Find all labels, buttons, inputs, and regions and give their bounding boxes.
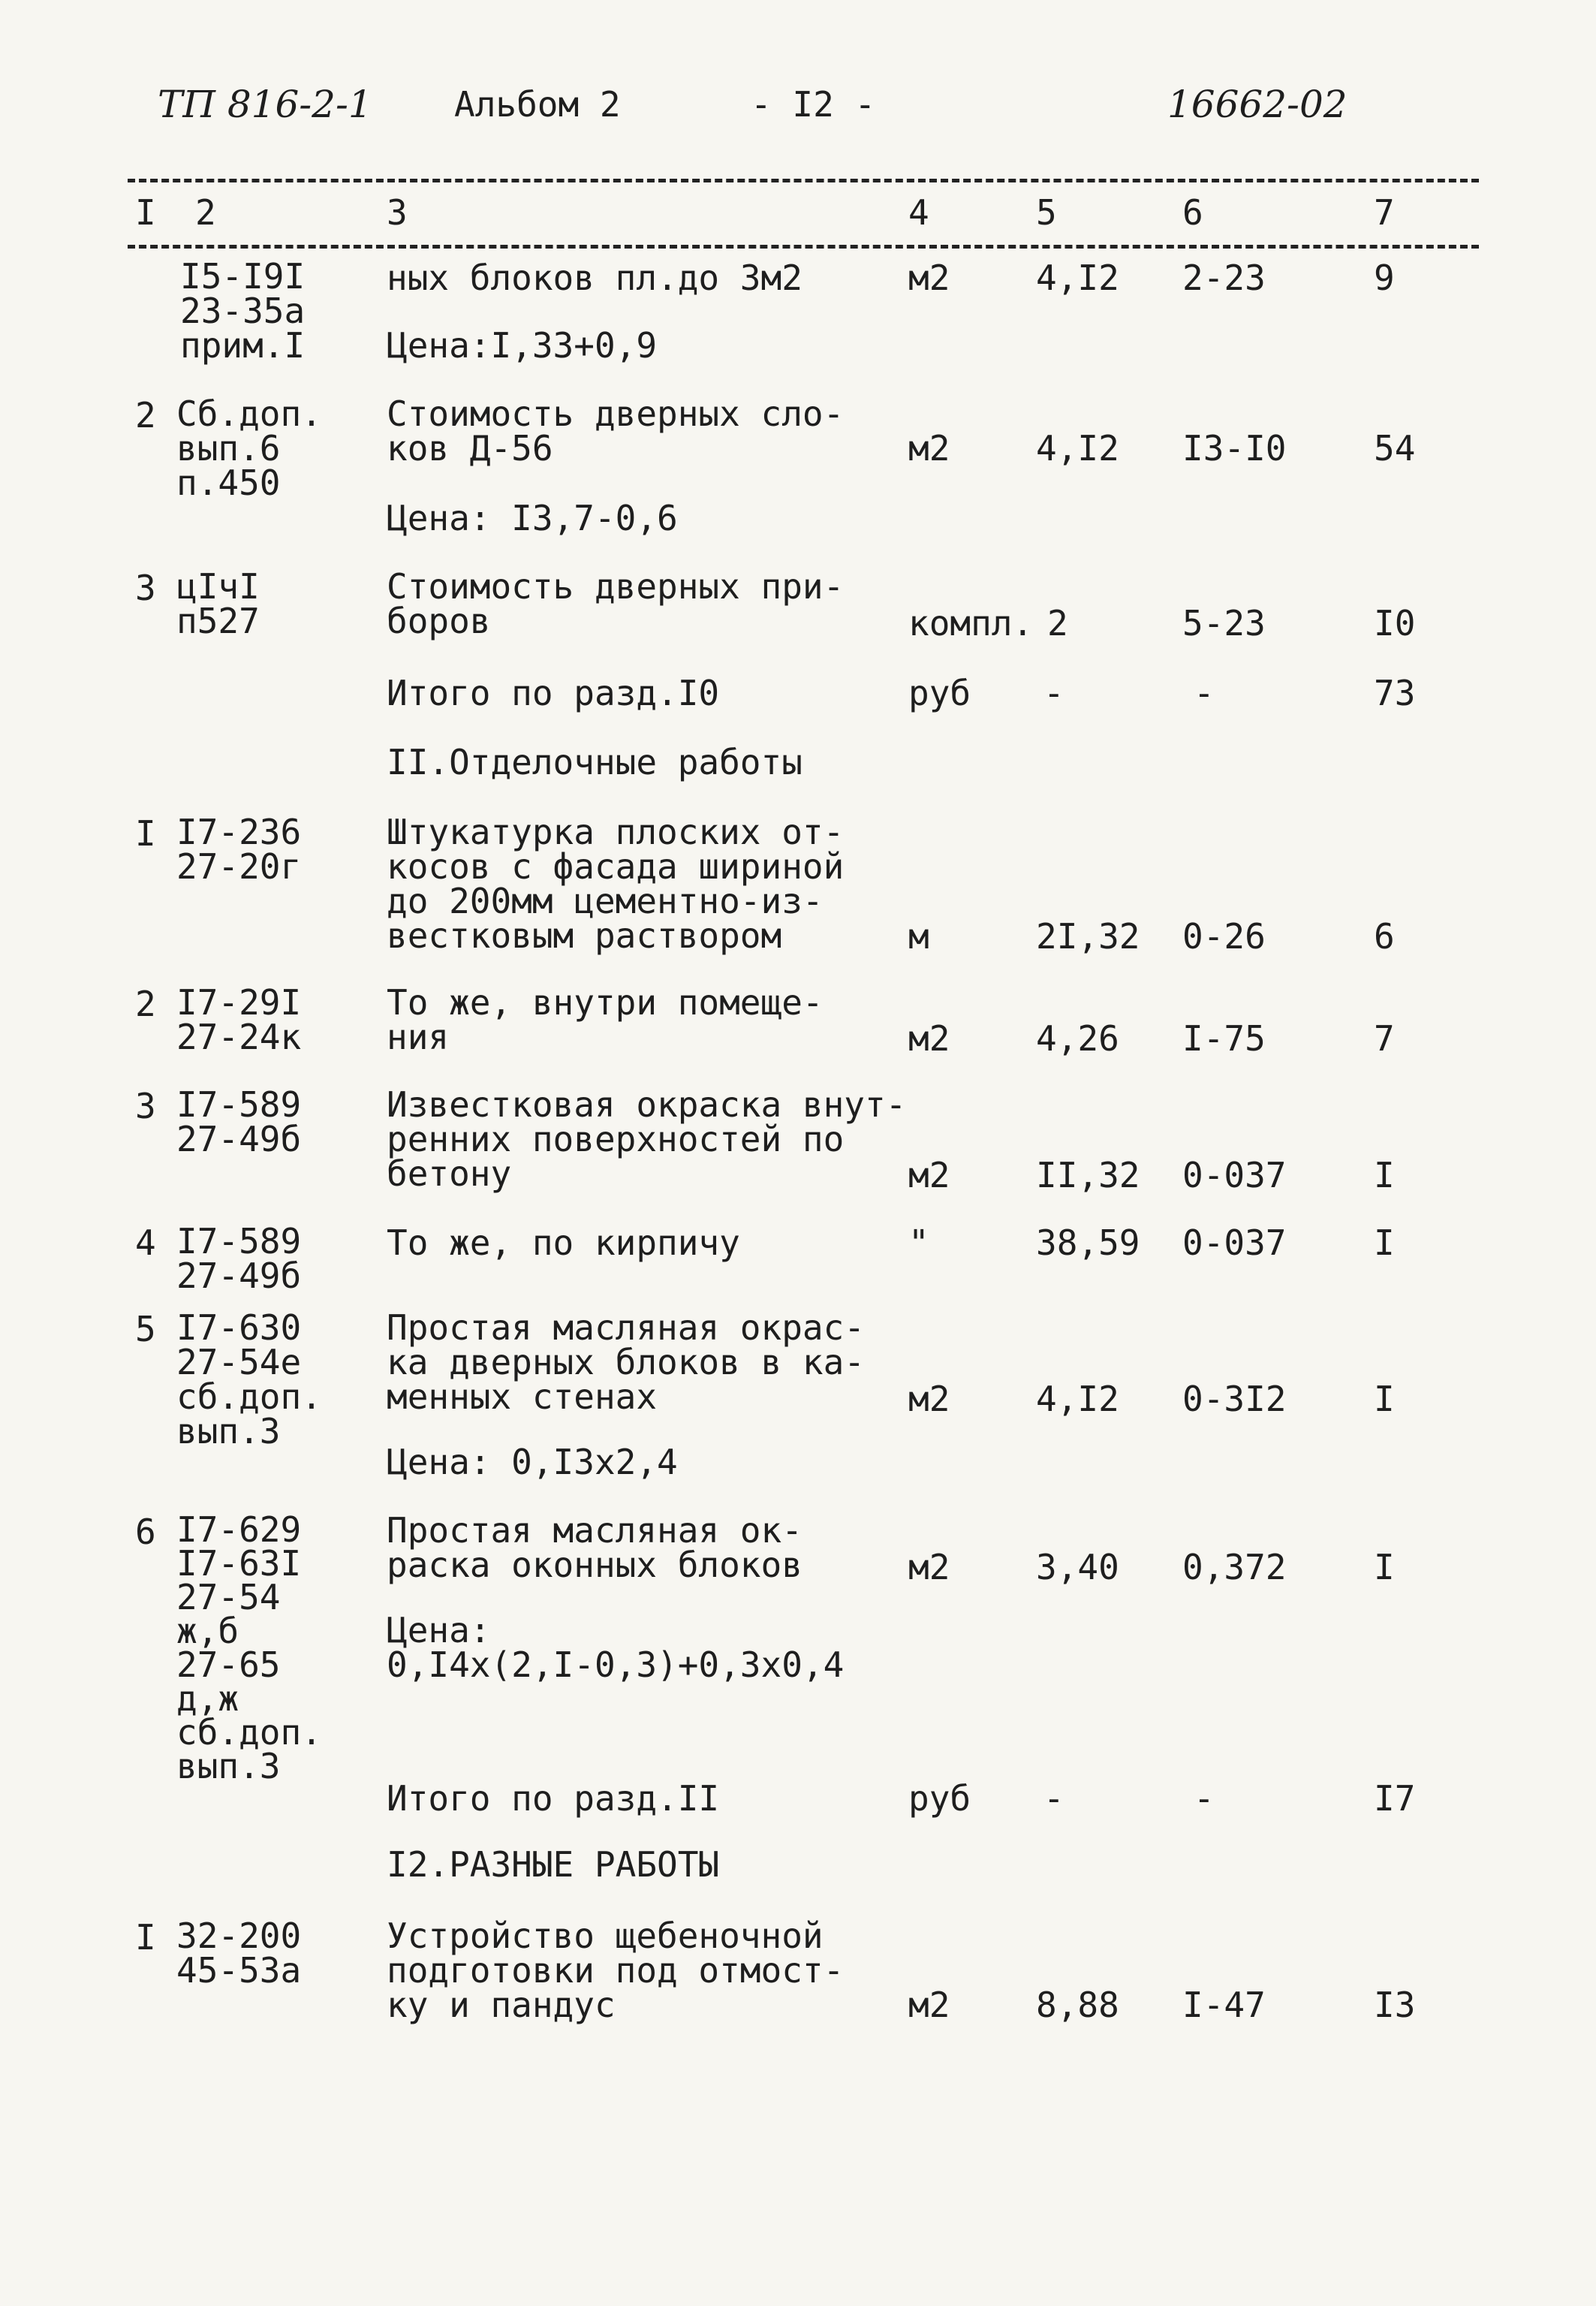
table-header-rule [128, 245, 1479, 249]
col-header-7: 7 [1374, 192, 1395, 233]
row-qty: - [1043, 673, 1065, 713]
row-rate: 0-3I2 [1182, 1379, 1287, 1419]
table-top-rule [128, 179, 1479, 182]
row-rate: - [1194, 673, 1215, 713]
section-heading: I2.РАЗНЫЕ РАБОТЫ [387, 1844, 720, 1885]
row-rate: 0-26 [1182, 916, 1266, 957]
row-rate: 2-23 [1182, 258, 1266, 298]
row-num: I [135, 1917, 156, 1958]
row-desc: Стоимость дверных при- боров [387, 566, 845, 641]
row-unit: м2 [908, 1018, 950, 1059]
row-price: Цена: 0,I3х2,4 [387, 1442, 678, 1482]
row-total: I3 [1374, 1985, 1416, 2025]
row-unit: " [908, 1222, 929, 1263]
row-qty: 4,I2 [1036, 428, 1119, 469]
row-desc: Простая масляная ок- раска оконных блоков [387, 1510, 803, 1585]
row-desc: То же, внутри помеще- ния [387, 982, 824, 1057]
col-header-6: 6 [1182, 192, 1203, 233]
row-num: 2 [135, 395, 156, 436]
row-qty: 2I,32 [1036, 916, 1140, 957]
row-unit: м2 [908, 428, 950, 469]
page-number: - I2 - [751, 84, 876, 125]
row-total: I [1374, 1379, 1395, 1419]
row-total: I [1374, 1222, 1395, 1263]
row-qty: - [1043, 1778, 1065, 1819]
row-code: I7-29I 27-24к [176, 982, 302, 1057]
row-unit: м2 [908, 1379, 950, 1419]
row-unit: м2 [908, 258, 950, 298]
row-total: I0 [1374, 603, 1416, 644]
row-rate: 0-037 [1182, 1155, 1287, 1195]
row-desc: Штукатурка плоских от- косов с фасада шириной до 200мм цементно-из- вестковым раствором [387, 812, 845, 956]
row-qty: 4,26 [1036, 1018, 1119, 1059]
row-unit: м2 [908, 1985, 950, 2025]
row-qty: 3,40 [1036, 1547, 1119, 1587]
row-total: I [1374, 1155, 1395, 1195]
row-qty: II,32 [1036, 1155, 1140, 1195]
row-num: 3 [135, 568, 156, 608]
row-total: 73 [1374, 673, 1416, 713]
row-rate: I-75 [1182, 1018, 1266, 1059]
row-qty: 4,I2 [1036, 1379, 1119, 1419]
row-total: I [1374, 1547, 1395, 1587]
row-qty: 4,I2 [1036, 258, 1119, 298]
row-qty: 38,59 [1036, 1222, 1140, 1263]
row-rate: 0,372 [1182, 1547, 1287, 1587]
row-desc: Стоимость дверных сло- ков Д-56 [387, 393, 845, 469]
col-header-2: 2 [195, 192, 216, 233]
row-code: I7-589 27-49б [176, 1221, 302, 1296]
col-header-3: 3 [387, 192, 408, 233]
row-desc: Итого по разд.I0 [387, 673, 720, 713]
row-desc: То же, по кирпичу [387, 1222, 740, 1263]
row-rate: 0-037 [1182, 1222, 1287, 1263]
row-code: цIчI п527 [176, 566, 260, 641]
row-qty: 2 [1047, 603, 1068, 644]
row-num: I [135, 813, 156, 854]
row-desc: Итого по разд.II [387, 1778, 720, 1819]
row-total: 54 [1374, 428, 1416, 469]
row-num: 2 [135, 984, 156, 1024]
row-unit: компл. [908, 603, 1034, 644]
row-total: 6 [1374, 916, 1395, 957]
doc-code: ТП 816-2-1 [158, 83, 372, 126]
row-unit: руб [908, 1778, 971, 1819]
row-code: I7-630 27-54е сб.доп. вып.3 [176, 1307, 322, 1451]
row-code: I7-236 27-20г [176, 812, 302, 887]
row-code: I7-629 I7-63I 27-54 ж,б 27-65 д,ж сб.доп. вып.3 [176, 1509, 322, 1786]
row-num: 5 [135, 1309, 156, 1349]
row-code: Сб.доп. вып.6 п.450 [176, 393, 322, 503]
row-code: I7-589 27-49б [176, 1084, 302, 1159]
row-rate: I3-I0 [1182, 428, 1287, 469]
col-header-1: I [135, 192, 156, 233]
col-header-4: 4 [908, 192, 929, 233]
row-unit: руб [908, 673, 971, 713]
row-num: 6 [135, 1512, 156, 1552]
row-num: 4 [135, 1222, 156, 1263]
row-unit: м2 [908, 1155, 950, 1195]
row-price: Цена: I3,7-0,6 [387, 498, 678, 538]
archive-number: 16662-02 [1167, 83, 1348, 126]
row-rate: I-47 [1182, 1985, 1266, 2025]
col-header-5: 5 [1036, 192, 1057, 233]
row-price: Цена:I,33+0,9 [387, 325, 658, 366]
row-total: I7 [1374, 1778, 1416, 1819]
row-desc: Известковая окраска внут- ренних поверхностей по бетону [387, 1084, 907, 1194]
row-total: 9 [1374, 258, 1395, 298]
row-price: Цена: 0,I4х(2,I-0,3)+0,3х0,4 [387, 1610, 845, 1685]
section-heading: II.Отделочные работы [387, 742, 803, 782]
row-unit: м [908, 916, 929, 957]
row-desc: ных блоков пл.до 3м2 [387, 258, 803, 298]
row-total: 7 [1374, 1018, 1395, 1059]
album-label: Альбом 2 [454, 84, 621, 125]
row-desc: Устройство щебеночной подготовки под отмост- ку и пандус [387, 1916, 845, 2025]
row-rate: - [1194, 1778, 1215, 1819]
row-rate: 5-23 [1182, 603, 1266, 644]
row-code: I5-I9I 23-35а прим.I [180, 256, 306, 366]
row-desc: Простая масляная окрас- ка дверных блоков в ка- менных стенах [387, 1307, 865, 1417]
row-unit: м2 [908, 1547, 950, 1587]
row-code: 32-200 45-53а [176, 1916, 302, 1991]
row-qty: 8,88 [1036, 1985, 1119, 2025]
row-num: 3 [135, 1086, 156, 1126]
